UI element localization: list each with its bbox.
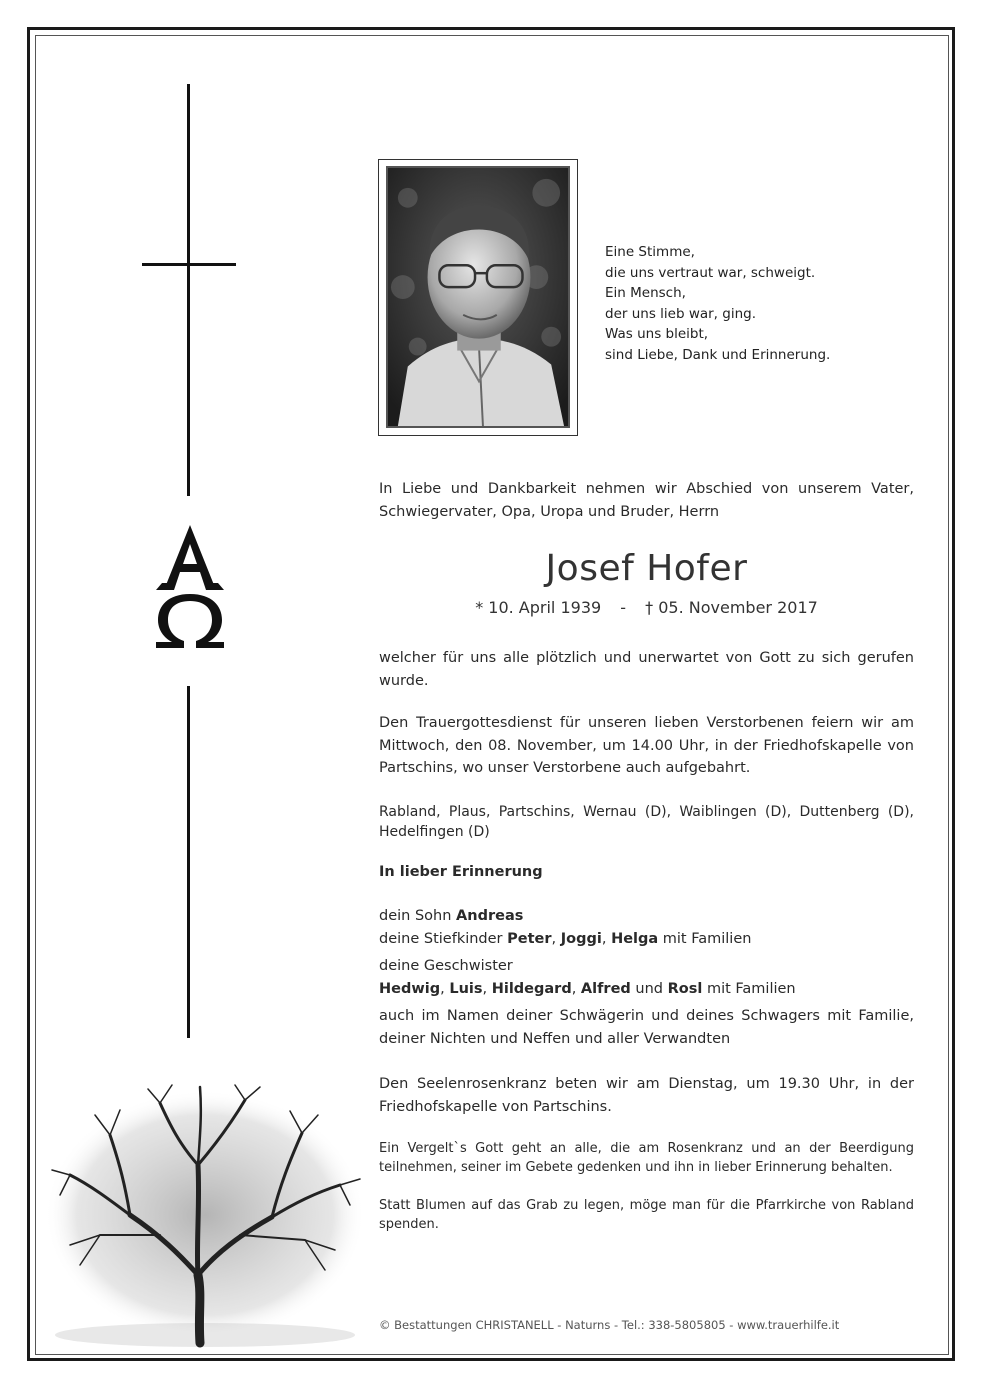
step-prefix: deine Stiefkinder: [379, 931, 503, 947]
poem-line: die uns vertraut war, schweigt.: [605, 264, 816, 281]
sibling-and: und: [635, 981, 663, 997]
sibling-suffix: mit Familien: [706, 981, 796, 997]
family-siblings: Hedwig, Luis, Hildegard, Alfred und Rosl mit Familien: [379, 981, 796, 997]
stepchild-name: Joggi: [560, 931, 602, 947]
places-text: Rabland, Plaus, Partschins, Wernau (D), Waiblingen (D), Duttenberg (D), Hedelfingen (D): [379, 804, 914, 840]
family-siblings-label: deine Geschwister: [379, 958, 513, 974]
cross-icon: [187, 84, 190, 496]
portrait-photo: [386, 166, 570, 428]
deceased-name: Josef Hofer: [545, 548, 748, 589]
intro-text: In Liebe und Dankbarkeit nehmen wir Abschied von unserem Vater, Schwiegervater, Opa, Uropa und Bruder, Herrn: [379, 481, 914, 520]
death-date: † 05. November 2017: [645, 598, 818, 617]
called-text: welcher für uns alle plötzlich und unerwartet von Gott zu sich gerufen wurde.: [379, 650, 914, 689]
cross-lower-line: [187, 686, 190, 1038]
step-suffix: mit Familien: [662, 931, 752, 947]
memory-heading: In lieber Erinnerung: [379, 864, 543, 880]
rosary-text: Den Seelenrosenkranz beten wir am Dienstag, um 19.30 Uhr, in der Friedhofskapelle von Partschins.: [379, 1076, 914, 1115]
alpha-omega-icon: [150, 520, 230, 655]
family-list: [379, 905, 914, 1051]
poem-line: sind Liebe, Dank und Erinnerung.: [605, 346, 831, 363]
stepchild-name: Peter: [507, 931, 552, 947]
family-son: [379, 905, 914, 928]
sibling-name: Alfred: [580, 981, 631, 997]
sibling-name: Hedwig: [379, 981, 441, 997]
life-dates: [379, 598, 914, 617]
family-stepchildren: deine Stiefkinder Peter, Joggi, Helga mit Familien: [379, 931, 752, 947]
sibling-name: Luis: [449, 981, 483, 997]
sibling-name: Hildegard: [491, 981, 572, 997]
tree-illustration: [40, 1075, 370, 1355]
poem: [605, 242, 830, 366]
flowers-text: Statt Blumen auf das Grab zu legen, möge man für die Pfarrkirche von Rabland spenden.: [379, 1198, 914, 1232]
sibling-name: Rosl: [667, 981, 703, 997]
stepchild-name: Helga: [611, 931, 659, 947]
portrait-frame: [378, 159, 578, 436]
poem-line: Eine Stimme,: [605, 244, 695, 260]
poem-line: der uns lieb war, ging.: [605, 305, 757, 322]
son-name: Andreas: [456, 908, 524, 924]
son-prefix: dein Sohn: [379, 908, 452, 924]
poem-line: Ein Mensch,: [605, 285, 686, 302]
service-text: Den Trauergottesdienst für unseren lieben Verstorbenen feiern wir am Mittwoch, den 08. November, um 14.00 Uhr, in der Friedhofskapelle von Partschins, wo unser Verstorbene auch aufgebahrt.: [379, 715, 914, 776]
footer-credit: © Bestattungen CHRISTANELL - Naturns - Tel.: 338-5805805 - www.trauerhilfe.it: [379, 1318, 840, 1332]
birth-date: * 10. April 1939: [475, 598, 602, 617]
family-also: auch im Namen deiner Schwägerin und deines Schwagers mit Familie, deiner Nichten und Neffen und aller Verwandten: [379, 1008, 914, 1047]
poem-line: Was uns bleibt,: [605, 326, 709, 343]
cross-bar: [142, 263, 236, 266]
date-separator: -: [620, 598, 627, 617]
thanks-text: Ein Vergelt`s Gott geht an alle, die am Rosenkranz und an der Beerdigung teilnehmen, seiner im Gebete gedenken und ihn in lieber Erinnerung behalten.: [379, 1141, 914, 1175]
